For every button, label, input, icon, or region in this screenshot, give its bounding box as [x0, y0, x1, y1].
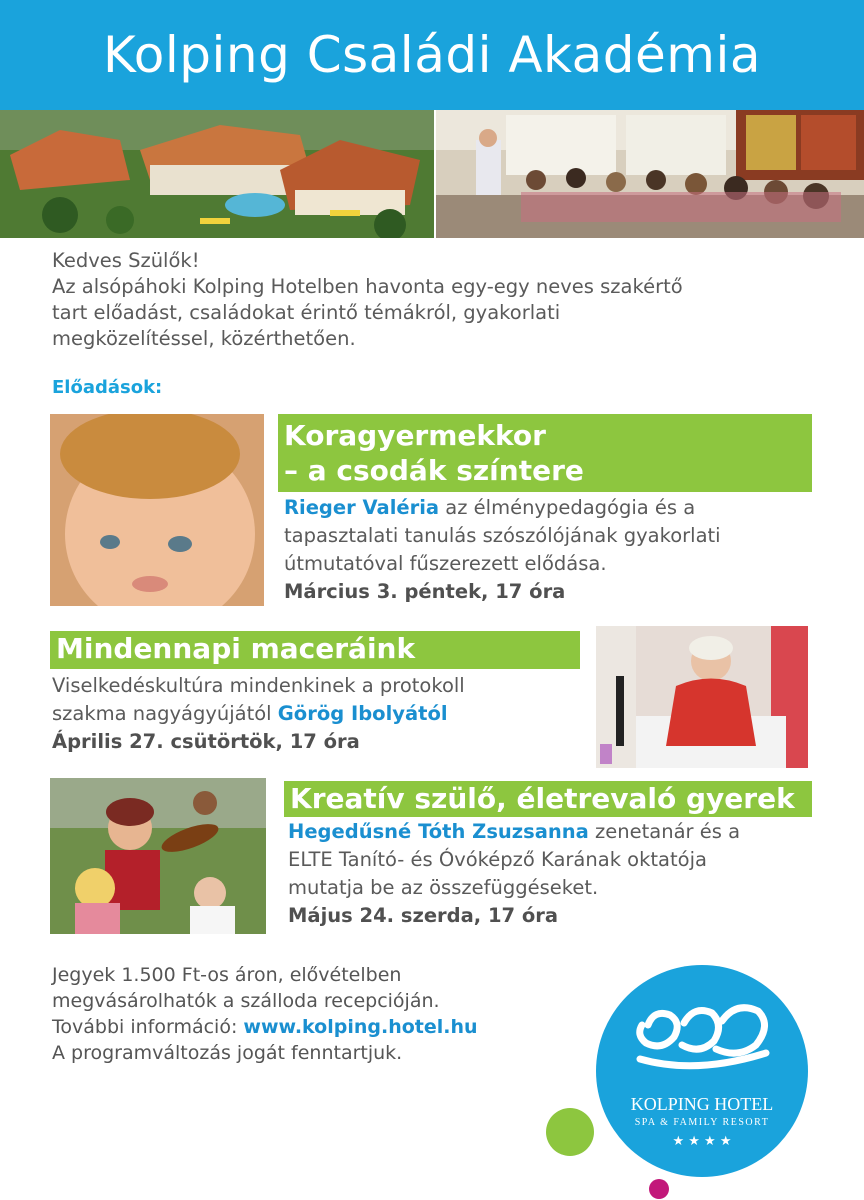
description-text: tapasztalati tanulás szószólójának gyakorlati	[284, 524, 721, 547]
section-label-lectures: Előadások:	[52, 377, 163, 398]
event-description	[52, 672, 465, 756]
intro-greeting: Kedves Szülők!	[52, 249, 200, 272]
description-text: az élménypedagógia és a	[439, 496, 696, 519]
event-description	[288, 818, 740, 930]
event-title-line: – a csodák színtere	[284, 454, 584, 487]
speaker-photo	[596, 626, 808, 768]
footer-info	[52, 962, 572, 1066]
violin-family-photo	[50, 778, 266, 934]
kolping-hotel-logo	[596, 965, 808, 1177]
description-text: Viselkedéskultúra mindenkinek a protokoll	[52, 674, 465, 697]
logo-subtitle: SPA & FAMILY RESORT	[634, 1117, 770, 1128]
event-title-line: Koragyermekkor	[284, 419, 546, 452]
speaker-name: Hegedűsné Tóth Zsuzsanna	[288, 820, 589, 843]
hotel-aerial-photo	[0, 110, 434, 238]
intro-text	[52, 248, 812, 352]
event-date: Április 27. csütörtök, 17 óra	[52, 730, 360, 753]
event-title	[278, 414, 812, 492]
description-text: útmutatóval fűszerezett elődása.	[284, 552, 607, 575]
event-title: Mindennapi maceráink	[50, 631, 580, 669]
event-description	[284, 494, 721, 606]
description-text: szakma nagyágyújától	[52, 702, 278, 725]
event-title: Kreatív szülő, életrevaló gyerek	[284, 781, 812, 817]
disclaimer: A programváltozás jogát fenntartjuk.	[52, 1042, 403, 1064]
logo-name: KOLPING HOTEL	[630, 1094, 774, 1114]
logo-stars: ★ ★ ★ ★	[672, 1134, 732, 1149]
ticket-info: Jegyek 1.500 Ft-os áron, elővételben	[52, 964, 402, 986]
description-text: zenetanár és a	[588, 820, 741, 843]
page-title: Kolping Családi Akadémia	[102, 26, 762, 84]
website-link[interactable]: www.kolping.hotel.hu	[243, 1016, 478, 1038]
lecture-audience-photo	[436, 110, 864, 238]
intro-line: tart előadást, családokat érintő témákról, gyakorlati	[52, 301, 561, 324]
intro-line: megközelítéssel, közérthetően.	[52, 327, 356, 350]
speaker-name: Görög Ibolyától	[277, 702, 448, 725]
decorative-green-dot	[546, 1108, 594, 1156]
event-date: Május 24. szerda, 17 óra	[288, 904, 559, 927]
child-photo	[50, 414, 264, 606]
intro-line: Az alsópáhoki Kolping Hotelben havonta egy-egy neves szakértő	[52, 275, 683, 298]
page-header	[0, 0, 864, 110]
decorative-pink-dot	[649, 1179, 669, 1199]
ticket-info: megvásárolhatók a szálloda recepcióján.	[52, 990, 440, 1012]
description-text: mutatja be az összefüggéseket.	[288, 876, 599, 899]
info-label: További információ:	[52, 1016, 244, 1038]
event-date: Március 3. péntek, 17 óra	[284, 580, 566, 603]
speaker-name: Rieger Valéria	[284, 496, 440, 519]
description-text: ELTE Tanító- és Óvóképző Karának oktatója	[288, 848, 707, 871]
